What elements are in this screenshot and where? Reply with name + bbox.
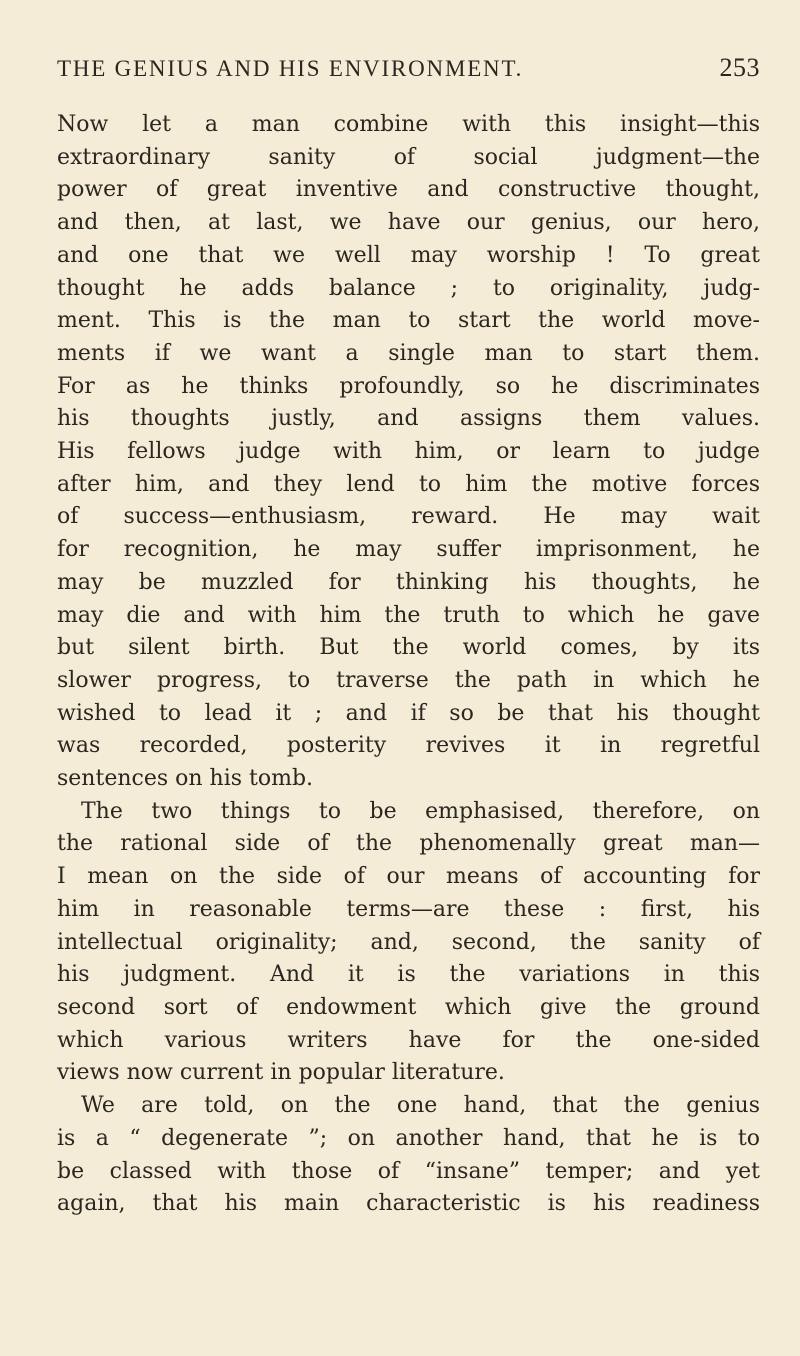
running-title: THE GENIUS AND HIS ENVIRONMENT. [57, 56, 524, 81]
page-number: 253 [719, 53, 760, 82]
text-line: intellectual originality; and, second, the sanity of [57, 929, 760, 955]
text-line: thought he adds balance ; to originality, judg- [57, 275, 760, 301]
text-line: which various writers have for the one-sided [57, 1027, 760, 1053]
text-line: is a “ degenerate ”; on another hand, that he is to [57, 1125, 760, 1151]
text-line: ments if we want a single man to start them. [57, 340, 760, 366]
text-line: may be muzzled for thinking his thoughts, he [57, 569, 760, 595]
text-line: slower progress, to traverse the path in which he [57, 667, 760, 693]
text-line: his judgment. And it is the variations in this [57, 962, 760, 988]
text-line: Now let a man combine with this insight—this [57, 112, 760, 137]
text-line: ment. This is the man to start the world move- [57, 308, 760, 334]
text-line: views now current in popular literature. [57, 1060, 505, 1086]
text-line: His fellows judge with him, or learn to judge [57, 439, 760, 465]
text-line: We are told, on the one hand, that the genius [81, 1093, 760, 1119]
text-line: was recorded, posterity revives it in regretful [57, 733, 760, 759]
text-line: and one that we well may worship ! To great [57, 242, 760, 268]
running-header [57, 52, 760, 85]
text-line: power of great inventive and constructive thought, [57, 177, 760, 203]
text-line: second sort of endowment which give the ground [57, 994, 760, 1020]
text-line: after him, and they lend to him the motive forces [57, 471, 760, 497]
text-line: but silent birth. But the world comes, by its [57, 635, 760, 661]
text-line: wished to lead it ; and if so be that his thought [57, 700, 760, 726]
text-line: be classed with those of “insane” temper; and yet [57, 1158, 760, 1184]
text-line: his thoughts justly, and assigns them values. [57, 406, 760, 432]
text-line: I mean on the side of our means of accounting for [57, 864, 760, 890]
text-line: For as he thinks profoundly, so he discriminates [57, 373, 760, 399]
text-line: the rational side of the phenomenally great man— [57, 831, 760, 857]
body-text [57, 109, 760, 1221]
text-line: for recognition, he may suffer imprisonment, he [57, 537, 760, 563]
text-line: sentences on his tomb. [57, 766, 314, 792]
text-line: again, that his main characteristic is his readiness [57, 1191, 760, 1217]
text-line: may die and with him the truth to which he gave [57, 602, 760, 628]
text-line: of success—enthusiasm, reward. He may wait [57, 504, 760, 530]
text-line: him in reasonable terms—are these : first, his [57, 896, 760, 922]
text-line: extraordinary sanity of social judgment—the [57, 144, 760, 170]
text-line: The two things to be emphasised, therefore, on [81, 798, 760, 824]
text-line: and then, at last, we have our genius, our hero, [57, 210, 760, 236]
